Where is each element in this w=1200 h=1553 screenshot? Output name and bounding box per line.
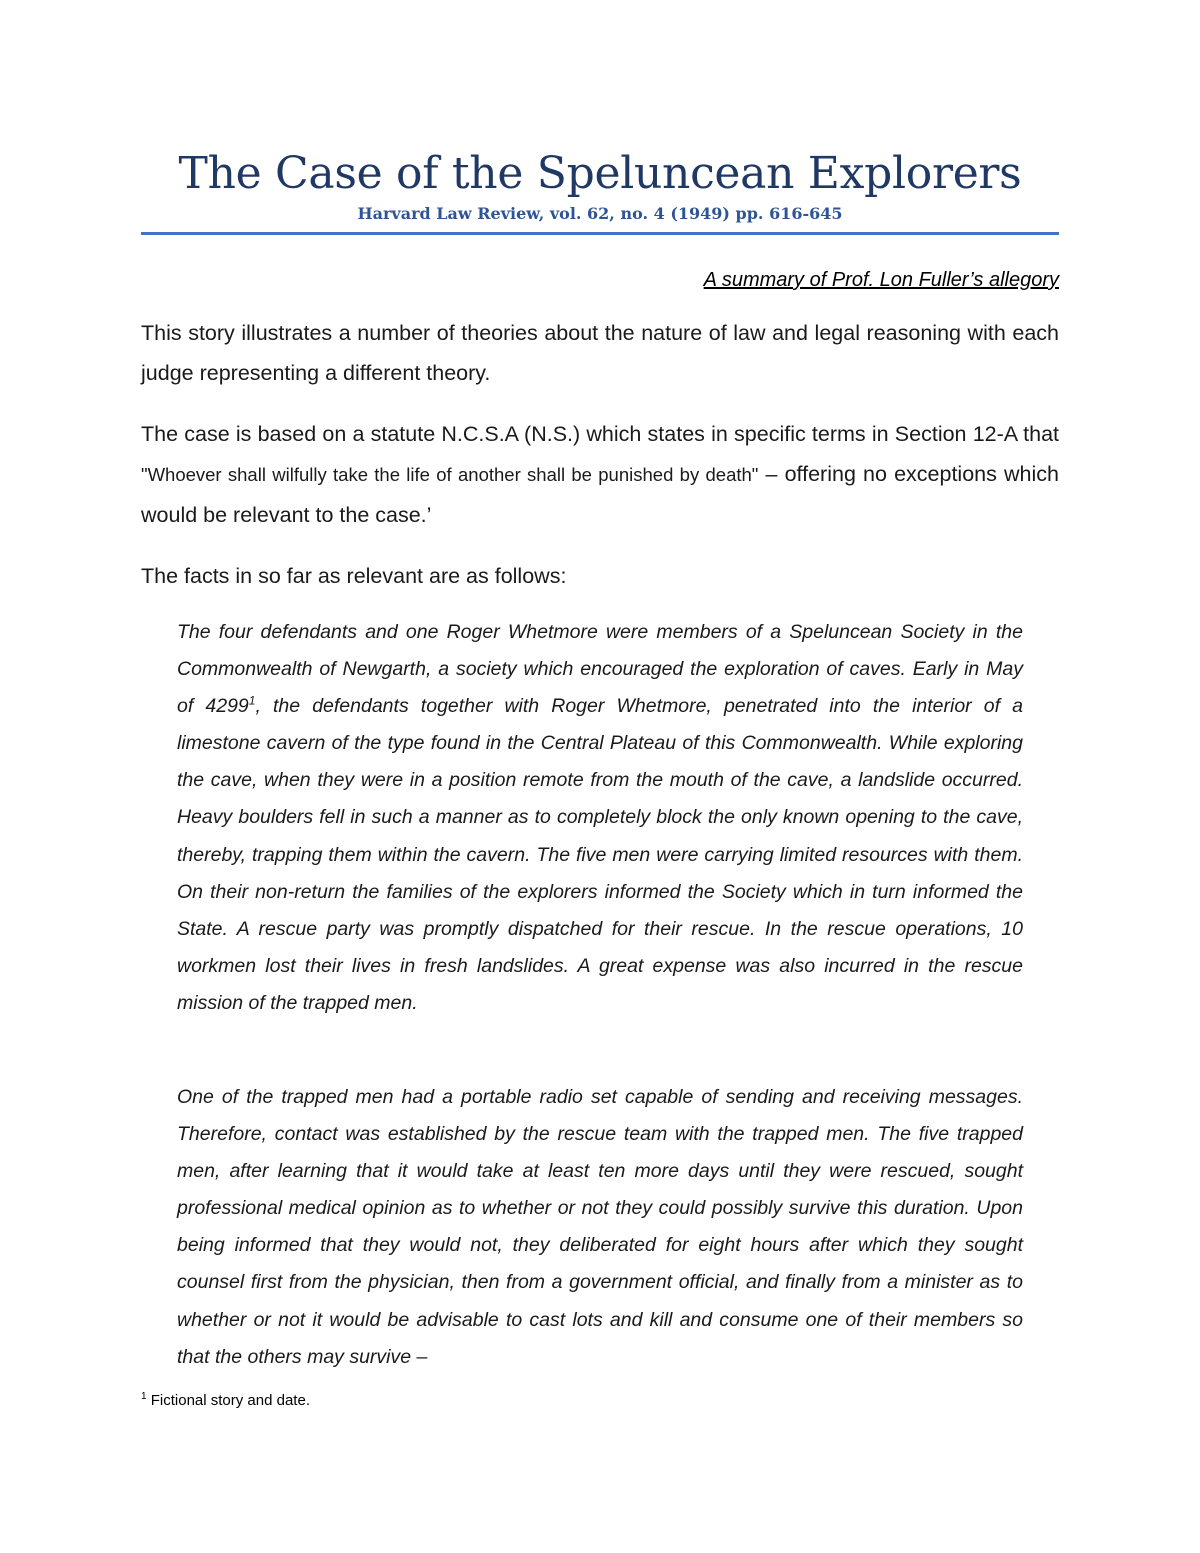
intro-paragraph: This story illustrates a number of theories about the nature of law and legal reasoning with each judge representing a different theory. <box>141 321 1059 385</box>
document-title: The Case of the Speluncean Explorers <box>178 148 1022 199</box>
footnote-text: Fictional story and date. <box>146 1392 310 1409</box>
summary-label: A summary of Prof. Lon Fuller’s allegory <box>703 269 1059 291</box>
statute-text-before: The case is based on a statute N.C.S.A (N.S.) which states in specific terms in Section 12-A that <box>141 422 1059 446</box>
footnote <box>141 1390 1059 1412</box>
statute-quote: "Whoever shall wilfully take the life of another shall be punished by death" <box>141 464 759 485</box>
facts-quote-text-before: The four defendants and one Roger Whetmore were members of a Speluncean Society in the Commonwealth of Newgarth, a society which encouraged the exploration of caves. Early in May of 4299 <box>177 621 1023 718</box>
title-divider <box>141 232 1059 235</box>
facts-quote-paragraph-1 <box>177 614 1023 1022</box>
facts-quote-paragraph-2: One of the trapped men had a portable radio set capable of sending and receiving messages. Therefore, contact was established by the rescue team with the trapped men. The five trapped men, after learning that it would take at least ten more days until they were rescued, sought professional medical opinion as to whether or not they could possibly survive this duration. Upon being informed that they would not, they deliberated for eight hours after which they sought counsel first from the physician, then from a government official, and finally from a minister as to whether or not it would be advisable to cast lots and kill and consume one of their members so that the others may survive – <box>177 1086 1023 1368</box>
facts-quote-text-after: , the defendants together with Roger Whetmore, penetrated into the interior of a limestone cavern of the type found in the Central Plateau of this Commonwealth. While exploring the cave, when they were in a position remote from the mouth of the cave, a landslide occurred. Heavy boulders fell in such a manner as to completely block the only known opening to the cave, thereby, trapping them within the cavern. The five men were carrying limited resources with them. On their non-return the families of the explorers informed the Society which in turn informed the State. A rescue party was promptly dispatched for their rescue. In the rescue operations, 10 workmen lost their lives in fresh landslides. A great expense was also incurred in the rescue mission of the trapped men. <box>177 695 1024 1014</box>
statute-paragraph <box>141 414 1059 535</box>
facts-intro-paragraph: The facts in so far as relevant are as follows: <box>141 564 567 588</box>
document-subtitle: Harvard Law Review, vol. 62, no. 4 (1949) pp. 616-645 <box>357 204 843 223</box>
footnote-reference[interactable]: 1 <box>248 693 256 708</box>
footnote-mark: 1 <box>141 1391 147 1402</box>
statute-text-after: – offering no exceptions which would be relevant to the case.’ <box>141 462 1059 527</box>
